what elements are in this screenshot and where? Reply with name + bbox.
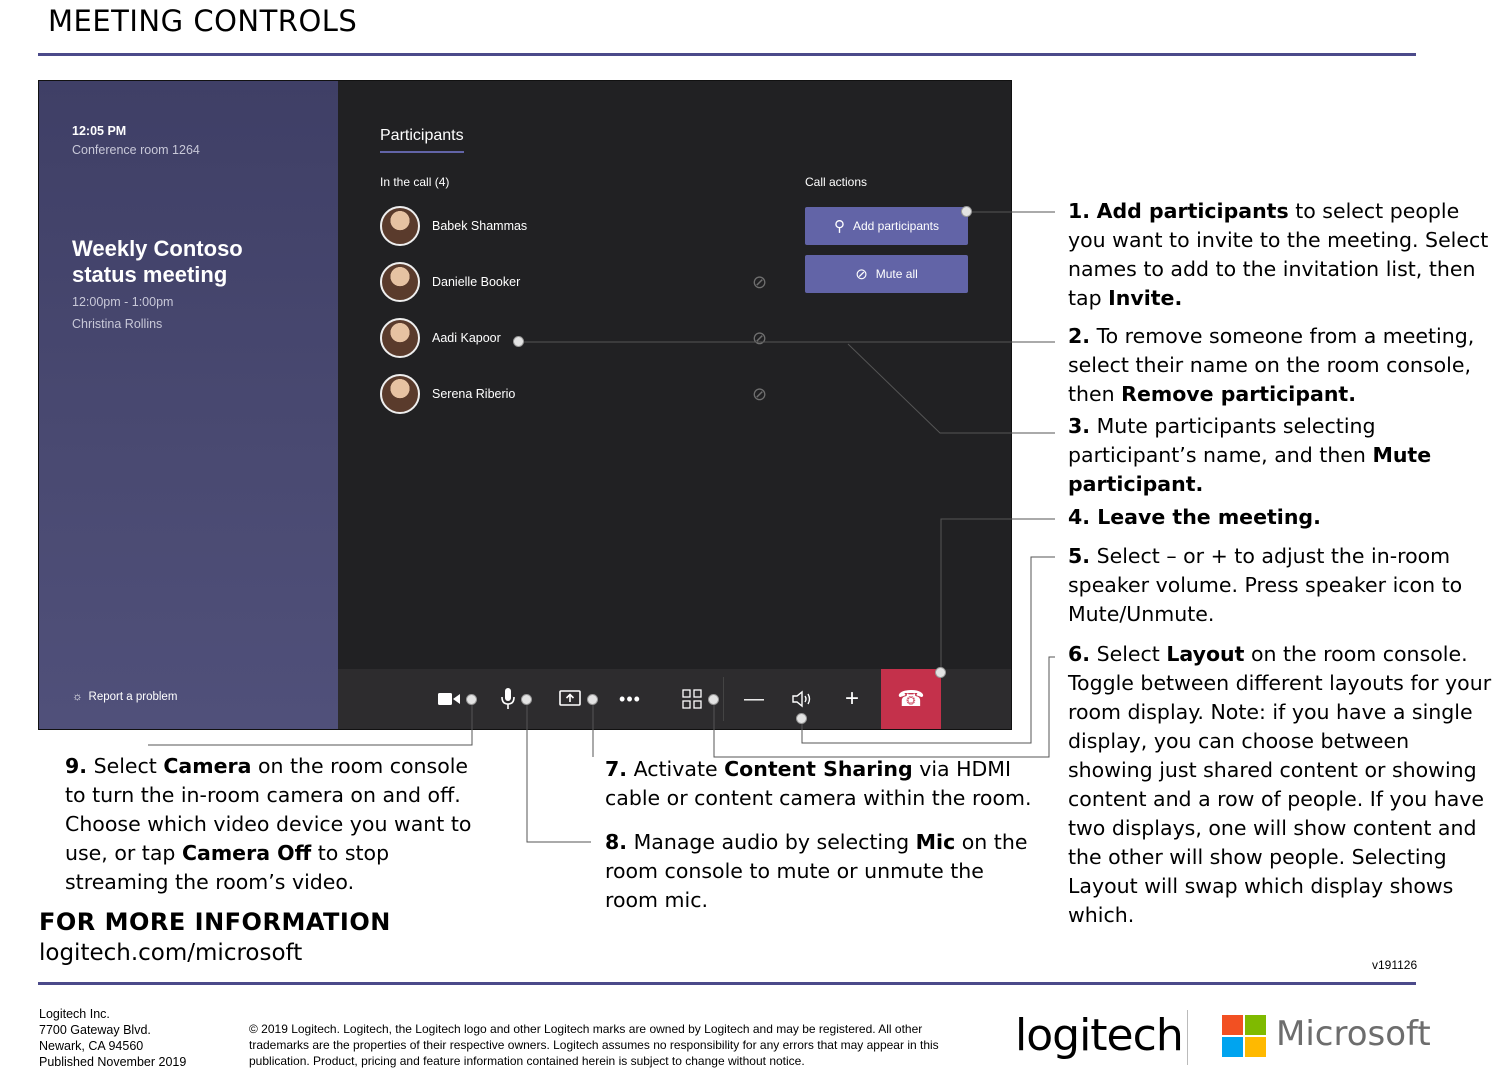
callout-text: on the room console. Toggle between different layouts for your room display. Note: if you have a single display, you can choose between showing just shared content or showing content and a row of people. If you have two displays, one will show content and the other will show people. Selecting Layout will swap which display shows which. — [1068, 642, 1492, 927]
callout-3 — [1068, 412, 1498, 499]
callout-text: Mute participants selecting participant’s name, and then — [1068, 414, 1376, 467]
callout-4 — [1068, 503, 1493, 532]
address-line: Newark, CA 94560 — [39, 1039, 144, 1053]
callout-bold: Layout — [1166, 642, 1245, 666]
participant-name: Serena Riberio — [432, 387, 516, 401]
callout-dot — [935, 667, 946, 678]
callout-5 — [1068, 542, 1478, 629]
callout-dot — [513, 336, 524, 347]
callout-number: 5. — [1068, 544, 1091, 568]
microsoft-logo-icon — [1222, 1015, 1266, 1057]
room-name: Conference room 1264 — [72, 143, 200, 157]
callout-bold: Add participants — [1096, 199, 1289, 223]
callout-text: via HDMI cable or content camera within the room. — [605, 757, 1032, 810]
callout-number: 9. — [65, 754, 88, 778]
address-line: Published November 2019 — [39, 1055, 187, 1069]
more-icon[interactable]: ••• — [619, 688, 641, 709]
mic-off-icon: ⊘ — [855, 266, 868, 283]
logo-divider — [1187, 1010, 1188, 1065]
report-problem-label: Report a problem — [88, 691, 178, 703]
mic-off-icon: ⊘ — [752, 328, 768, 348]
callout-bold: Content Sharing — [724, 757, 913, 781]
callout-bold: Mute participant. — [1068, 443, 1432, 496]
callout-bold: Mic — [915, 830, 956, 854]
legal-text: © 2019 Logitech. Logitech, the Logitech logo and other Logitech marks are owned by Logitech and may be registered. All other trademarks are the properties of their respective owners. Logitech assumes no responsibility for any errors that may appear in this publication. Product, pricing and feature information contained herein is subject to change without notice. — [249, 1022, 939, 1068]
meeting-title-line2: status meeting — [72, 262, 228, 287]
callout-bold: Camera Off — [181, 841, 312, 865]
callout-text: Activate — [627, 757, 725, 781]
lightbulb-icon: ☼ — [72, 691, 83, 703]
callout-text: to stop streaming the room’s video. — [65, 841, 390, 894]
page-title: MEETING CONTROLS — [48, 4, 358, 38]
participant-name: Danielle Booker — [432, 275, 521, 289]
minus-icon[interactable]: — — [744, 687, 764, 710]
callout-bold: Camera — [163, 754, 252, 778]
callout-number: 8. — [605, 830, 628, 854]
participant-name: Babek Shammas — [432, 219, 528, 233]
logitech-logo: logitech — [1015, 1010, 1183, 1061]
microsoft-logo: Microsoft — [1276, 1014, 1431, 1054]
callout-1 — [1068, 197, 1498, 313]
callout-text: Select — [1090, 642, 1167, 666]
callout-text: Select — [87, 754, 164, 778]
address-line: 7700 Gateway Blvd. — [39, 1023, 151, 1037]
more-info-heading: FOR MORE INFORMATION — [39, 908, 391, 936]
callout-dot — [521, 694, 532, 705]
meeting-title-line1: Weekly Contoso — [72, 236, 243, 261]
callout-6 — [1068, 640, 1493, 930]
callout-dot — [466, 694, 477, 705]
plus-icon[interactable]: + — [844, 685, 859, 712]
add-person-icon: ⚲ — [833, 218, 845, 235]
mute-all-label: Mute all — [875, 267, 918, 281]
callout-dot — [961, 206, 972, 217]
callout-8 — [605, 828, 1035, 915]
organizer-name: Christina Rollins — [72, 317, 163, 331]
hangup-icon: ☎ — [897, 686, 925, 711]
version-label: v191126 — [1372, 958, 1418, 972]
callout-dot — [587, 694, 598, 705]
mic-off-icon: ⊘ — [752, 272, 768, 292]
clock-time: 12:05 PM — [72, 124, 127, 138]
mic-off-icon: ⊘ — [752, 384, 768, 404]
address-line: Logitech Inc. — [39, 1007, 110, 1021]
callout-text: to select people you want to invite to the meeting. Select names to add to the invitation list, then tap — [1068, 199, 1489, 310]
callout-2 — [1068, 322, 1493, 409]
callout-text: on the room console to turn the in-room camera on and off. Choose which video device you want to use, or tap — [65, 754, 472, 865]
callout-text: Select – or + to adjust the in-room speaker volume. Press speaker icon to Mute/Unmute. — [1068, 544, 1463, 626]
in-call-heading: In the call (4) — [380, 175, 450, 189]
callout-number: 3. — [1068, 414, 1091, 438]
callout-bold: Remove participant. — [1121, 382, 1357, 406]
company-address — [39, 1006, 186, 1070]
callout-text: on the room console to mute or unmute the room mic. — [605, 830, 1028, 912]
call-actions-heading: Call actions — [805, 175, 868, 189]
more-info-link[interactable]: logitech.com/microsoft — [39, 940, 303, 966]
callout-number: 2. — [1068, 324, 1091, 348]
callout-number: 7. — [605, 757, 628, 781]
callout-bold: Invite. — [1108, 286, 1183, 310]
callout-bold: 4. Leave the meeting. — [1068, 505, 1321, 529]
footer-rule — [38, 982, 1416, 985]
tab-participants[interactable]: Participants — [380, 127, 464, 153]
meeting-time: 12:00pm - 1:00pm — [72, 295, 174, 309]
callout-text: Manage audio by selecting — [627, 830, 916, 854]
callout-7 — [605, 755, 1035, 813]
callout-number: 6. — [1068, 642, 1091, 666]
callout-text: To remove someone from a meeting, select their name on the room console, then — [1068, 324, 1475, 406]
participant-name: Aadi Kapoor — [432, 331, 501, 345]
add-participants-label: Add participants — [852, 219, 940, 233]
callout-dot — [796, 713, 807, 724]
callout-dot — [708, 694, 719, 705]
callout-9 — [65, 752, 490, 897]
callout-number: 1. — [1068, 199, 1091, 223]
